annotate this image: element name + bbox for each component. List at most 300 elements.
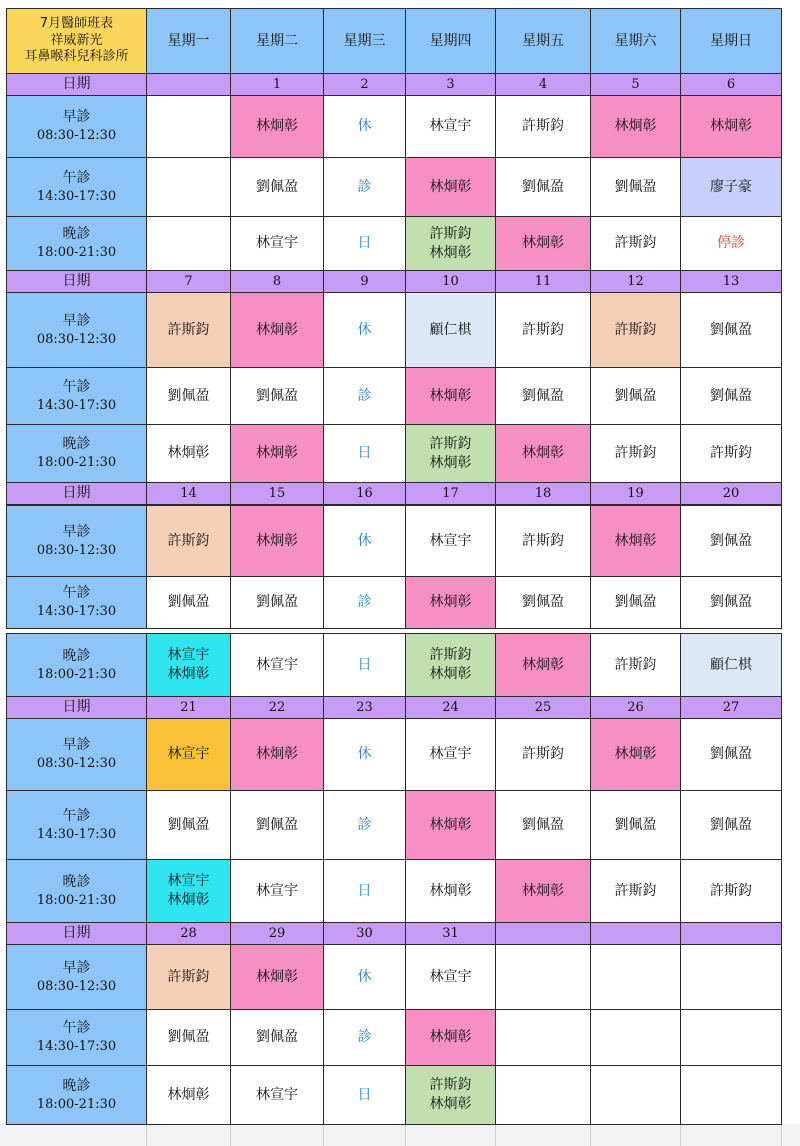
date-cell [323, 696, 406, 719]
date-number: 9 [360, 273, 369, 289]
doctor-name: 林炯彰 [256, 746, 298, 763]
doctor-name: 林炯彰 [614, 532, 657, 549]
doctor-name: 許斯鈞 [522, 321, 564, 338]
schedule-cell [323, 367, 406, 425]
session-name: 午診 [62, 1020, 91, 1037]
schedule-cell [590, 859, 681, 923]
session-time: 18:00-21:30 [36, 455, 117, 471]
date-cell [405, 482, 496, 505]
closed-day-label: 診 [357, 594, 372, 611]
schedule-cell [323, 859, 406, 923]
date-cell [323, 73, 406, 96]
date-row-label [6, 73, 147, 96]
session-name: 晚診 [62, 1077, 91, 1094]
schedule-cell [146, 424, 231, 483]
session-label [6, 944, 147, 1010]
date-cell [590, 696, 681, 719]
schedule-cell [590, 576, 681, 629]
schedule-cell [230, 1009, 324, 1066]
schedule-cell [146, 1065, 231, 1125]
date-cell [146, 696, 231, 719]
doctor-name: 劉佩盈 [167, 594, 210, 611]
schedule-cell [146, 216, 231, 271]
spreadsheet-gridline [781, 1125, 782, 1146]
title-line-clinic: 祥威新光 [50, 32, 103, 48]
date-row-label [6, 482, 147, 505]
date-number: 31 [442, 925, 459, 941]
doctor-name: 林宣宇 [429, 118, 472, 135]
schedule-cell [323, 1009, 406, 1066]
doctor-name: 許斯鈞 [614, 235, 657, 252]
doctor-name: 許斯鈞 [614, 656, 657, 673]
schedule-cell [230, 576, 324, 629]
schedule-cell [323, 633, 406, 697]
closed-day-label: 診 [357, 1029, 372, 1046]
schedule-cell [680, 157, 782, 217]
date-number: 24 [442, 699, 459, 715]
date-number: 23 [356, 699, 373, 715]
doctor-name: 劉佩盈 [710, 387, 752, 404]
schedule-cell [590, 95, 681, 158]
doctor-name: 許斯鈞 [522, 118, 564, 135]
date-cell [146, 482, 231, 505]
doctor-name: 林宣宇 [256, 882, 298, 899]
title-line-month: 7月醫師班表 [39, 15, 114, 31]
schedule-cell [495, 367, 591, 425]
doctor-name: 劉佩盈 [522, 387, 564, 404]
date-number: 22 [268, 699, 286, 715]
date-number: 11 [534, 273, 552, 289]
schedule-cell [680, 216, 782, 271]
date-number: 2 [360, 76, 369, 92]
doctor-name: 林宣宇 [256, 235, 298, 252]
weekday-header [230, 8, 324, 74]
date-cell [495, 270, 591, 293]
weekday-label: 星期日 [710, 32, 752, 49]
date-cell [405, 270, 496, 293]
schedule-cell [495, 944, 591, 1010]
schedule-cell [495, 95, 591, 158]
date-cell [495, 73, 591, 96]
schedule-cell [590, 424, 681, 483]
spreadsheet-gridline [405, 1125, 406, 1146]
spreadsheet-gridline [590, 1125, 591, 1146]
date-cell [590, 482, 681, 505]
session-name: 早診 [62, 959, 91, 976]
session-label [6, 95, 147, 158]
schedule-cell [590, 1065, 681, 1125]
closed-day-label: 診 [357, 178, 372, 195]
date-cell [405, 696, 496, 719]
schedule-cell [405, 95, 496, 158]
weekday-header [405, 8, 496, 74]
doctor-name: 林炯彰 [522, 656, 564, 673]
date-cell [495, 482, 591, 505]
weekday-label: 星期二 [256, 32, 298, 49]
date-cell [230, 270, 324, 293]
schedule-cell [590, 505, 681, 577]
date-number: 12 [627, 273, 644, 289]
schedule-cell [323, 505, 406, 577]
schedule-cell [405, 292, 496, 368]
doctor-name: 劉佩盈 [522, 594, 564, 611]
date-cell [230, 922, 324, 945]
schedule-cell [146, 95, 231, 158]
session-time: 14:30-17:30 [36, 188, 117, 204]
schedule-cell [590, 292, 681, 368]
schedule-cell [146, 505, 231, 577]
schedule-cell [230, 367, 324, 425]
doctor-name: 劉佩盈 [614, 178, 657, 195]
date-cell [495, 922, 591, 945]
doctor-name: 許斯鈞 [522, 746, 564, 763]
schedule-cell [146, 944, 231, 1010]
doctor-name: 劉佩盈 [710, 321, 752, 338]
session-label [6, 505, 147, 577]
schedule-cell [405, 367, 496, 425]
date-cell [590, 270, 681, 293]
schedule-cell [230, 718, 324, 791]
weekday-header [495, 8, 591, 74]
schedule-cell [495, 424, 591, 483]
schedule-cell [230, 633, 324, 697]
date-number: 7 [184, 273, 193, 289]
date-number: 30 [356, 925, 373, 941]
date-cell [230, 73, 324, 96]
schedule-cell [590, 944, 681, 1010]
session-name: 晚診 [62, 226, 91, 243]
doctor-name: 劉佩盈 [710, 746, 752, 763]
doctor-name: 許斯鈞 [167, 532, 210, 549]
session-time: 14:30-17:30 [36, 1039, 117, 1055]
schedule-cell [323, 944, 406, 1010]
closed-day-label: 休 [357, 532, 372, 549]
schedule-cell [146, 367, 231, 425]
session-label [6, 424, 147, 483]
weekday-label: 星期四 [429, 32, 472, 49]
doctor-name: 許斯鈞 [167, 968, 210, 985]
doctor-name: 林宣宇 [256, 1086, 298, 1103]
doctor-name: 劉佩盈 [710, 816, 752, 833]
schedule-title [6, 8, 147, 74]
date-cell [405, 73, 496, 96]
doctor-name: 林炯彰 [429, 666, 472, 682]
date-row-label [6, 922, 147, 945]
schedule-cell [590, 790, 681, 860]
doctor-name: 林宣宇 [429, 746, 472, 763]
session-label [6, 157, 147, 217]
schedule-cell [495, 292, 591, 368]
doctor-name: 林炯彰 [167, 666, 210, 682]
schedule-cell [405, 718, 496, 791]
schedule-cell [323, 95, 406, 158]
schedule-cell [323, 1065, 406, 1125]
schedule-cell [323, 790, 406, 860]
doctor-name: 林炯彰 [256, 118, 298, 135]
closed-day-label: 休 [357, 118, 372, 135]
date-label: 日期 [62, 273, 91, 290]
date-number: 28 [180, 925, 197, 941]
session-time: 14:30-17:30 [36, 826, 117, 842]
session-label [6, 292, 147, 368]
session-name: 午診 [62, 169, 91, 186]
schedule-cell [230, 95, 324, 158]
doctor-name: 林炯彰 [522, 235, 564, 252]
session-name: 午診 [62, 585, 91, 602]
schedule-cell [146, 157, 231, 217]
doctor-name: 許斯鈞 [710, 445, 752, 462]
schedule-cell [405, 859, 496, 923]
session-name: 早診 [62, 312, 91, 329]
doctor-name: 劉佩盈 [522, 816, 564, 833]
schedule-cell [405, 1009, 496, 1066]
schedule-cell [405, 216, 496, 271]
session-name: 晚診 [62, 647, 91, 664]
schedule-cell [495, 1009, 591, 1066]
session-name: 午診 [62, 378, 91, 395]
spreadsheet-gridline [323, 1125, 324, 1146]
doctor-name: 劉佩盈 [710, 532, 752, 549]
schedule-cell [680, 292, 782, 368]
schedule-cell [680, 633, 782, 697]
session-label [6, 633, 147, 697]
doctor-name: 劉佩盈 [256, 178, 298, 195]
date-cell [680, 482, 782, 505]
date-cell [230, 696, 324, 719]
doctor-name: 許斯鈞 [522, 532, 564, 549]
schedule-cell [405, 633, 496, 697]
doctor-name: 顧仁棋 [429, 321, 472, 338]
schedule-cell [495, 718, 591, 791]
doctor-name: 許斯鈞 [429, 1077, 472, 1094]
schedule-cell [146, 790, 231, 860]
schedule-cell [495, 157, 591, 217]
schedule-cell [495, 505, 591, 577]
schedule-cell [680, 424, 782, 483]
schedule-cell [405, 157, 496, 217]
schedule-cell [146, 576, 231, 629]
date-cell [146, 270, 231, 293]
date-number: 4 [538, 76, 548, 92]
doctor-name: 劉佩盈 [522, 178, 564, 195]
schedule-cell [590, 216, 681, 271]
schedule-cell [230, 944, 324, 1010]
schedule-cell [590, 367, 681, 425]
doctor-name: 劉佩盈 [167, 816, 210, 833]
schedule-cell [680, 944, 782, 1010]
weekday-header [323, 8, 406, 74]
session-time: 08:30-12:30 [36, 128, 117, 144]
session-time: 08:30-12:30 [36, 542, 117, 558]
doctor-name: 林炯彰 [256, 321, 298, 338]
closed-day-label: 日 [357, 235, 372, 252]
doctor-name: 許斯鈞 [614, 321, 657, 338]
session-time: 18:00-21:30 [36, 666, 117, 682]
date-number: 18 [534, 485, 552, 501]
doctor-name: 劉佩盈 [614, 387, 657, 404]
date-cell [323, 482, 406, 505]
session-label [6, 1009, 147, 1066]
schedule-cell [680, 1009, 782, 1066]
session-time: 08:30-12:30 [36, 756, 117, 772]
doctor-name: 劉佩盈 [710, 594, 752, 611]
date-cell [323, 270, 406, 293]
date-cell [680, 922, 782, 945]
date-number: 15 [268, 485, 286, 501]
doctor-name: 林宣宇 [256, 656, 298, 673]
doctor-name: 劉佩盈 [614, 594, 657, 611]
weekday-label: 星期五 [522, 32, 564, 49]
session-time: 08:30-12:30 [36, 331, 117, 347]
session-name: 午診 [62, 807, 91, 824]
schedule-cell [405, 944, 496, 1010]
spreadsheet-gridline [230, 1125, 231, 1146]
session-label [6, 367, 147, 425]
weekday-label: 星期一 [167, 32, 210, 49]
date-cell [680, 73, 782, 96]
doctor-name: 林炯彰 [522, 882, 564, 899]
date-label: 日期 [62, 925, 91, 942]
weekday-label: 星期三 [343, 32, 386, 49]
session-name: 早診 [62, 523, 91, 540]
closed-day-label: 休 [357, 321, 372, 338]
doctor-name: 林宣宇 [167, 873, 210, 890]
date-cell [590, 922, 681, 945]
doctor-name: 劉佩盈 [256, 594, 298, 611]
schedule-cell [405, 1065, 496, 1125]
doctor-name: 林炯彰 [429, 1029, 472, 1046]
date-number: 3 [446, 76, 455, 92]
date-number: 20 [722, 485, 740, 501]
doctor-name: 廖子豪 [710, 178, 752, 195]
doctor-name: 劉佩盈 [167, 387, 210, 404]
schedule-cell [323, 157, 406, 217]
schedule-cell [495, 790, 591, 860]
session-label [6, 216, 147, 271]
weekday-header [146, 8, 231, 74]
schedule-cell [680, 95, 782, 158]
doctor-name: 林炯彰 [429, 178, 472, 195]
schedule-cell [590, 633, 681, 697]
doctor-name: 林宣宇 [167, 746, 210, 763]
date-label: 日期 [62, 699, 91, 716]
session-time: 14:30-17:30 [36, 604, 117, 620]
schedule-cell [680, 576, 782, 629]
schedule-cell [405, 790, 496, 860]
session-time: 14:30-17:30 [36, 397, 117, 413]
date-cell [590, 73, 681, 96]
session-label [6, 790, 147, 860]
schedule-cell [495, 216, 591, 271]
date-number: 16 [356, 485, 373, 501]
schedule-cell [680, 367, 782, 425]
date-number: 14 [180, 485, 197, 501]
doctor-name: 林宣宇 [429, 532, 472, 549]
date-number: 27 [722, 699, 740, 715]
doctor-name: 林炯彰 [429, 816, 472, 833]
date-label: 日期 [62, 485, 91, 502]
doctor-name: 林炯彰 [429, 594, 472, 611]
date-cell [146, 922, 231, 945]
schedule-cell [680, 718, 782, 791]
session-time: 18:00-21:30 [36, 1096, 117, 1112]
session-label [6, 1065, 147, 1125]
session-label [6, 718, 147, 791]
date-cell [146, 73, 231, 96]
doctor-name: 顧仁棋 [710, 656, 752, 673]
schedule-cell [495, 633, 591, 697]
doctor-name: 劉佩盈 [167, 1029, 210, 1046]
doctor-name: 林炯彰 [522, 445, 564, 462]
date-number: 17 [442, 485, 459, 501]
date-number: 1 [272, 76, 282, 92]
schedule-cell [323, 424, 406, 483]
doctor-name: 許斯鈞 [614, 882, 657, 899]
date-cell [495, 696, 591, 719]
schedule-cell [230, 505, 324, 577]
weekday-header [590, 8, 681, 74]
schedule-cell [680, 859, 782, 923]
schedule-cell [590, 157, 681, 217]
doctor-name: 劉佩盈 [256, 1029, 298, 1046]
doctor-name: 許斯鈞 [614, 445, 657, 462]
closed-day-label: 日 [357, 445, 372, 462]
schedule-cell [230, 1065, 324, 1125]
schedule-cell [680, 1065, 782, 1125]
doctor-name: 林炯彰 [429, 1096, 472, 1112]
date-number: 19 [627, 485, 644, 501]
session-name: 早診 [62, 109, 91, 126]
spreadsheet-gridline [146, 1125, 147, 1146]
date-number: 26 [627, 699, 644, 715]
date-cell [680, 270, 782, 293]
date-cell [405, 922, 496, 945]
schedule-cell [146, 718, 231, 791]
schedule-cell [680, 505, 782, 577]
date-row-label [6, 270, 147, 293]
schedule-cell [146, 859, 231, 923]
doctor-name: 林炯彰 [167, 1086, 210, 1103]
spreadsheet-gridline [680, 1125, 681, 1146]
session-time: 18:00-21:30 [36, 245, 117, 261]
schedule-cell [323, 216, 406, 271]
schedule-cell [495, 859, 591, 923]
closed-day-label: 日 [357, 882, 372, 899]
date-row-label [6, 696, 147, 719]
schedule-cell [230, 157, 324, 217]
session-label [6, 576, 147, 629]
doctor-name: 許斯鈞 [167, 321, 210, 338]
schedule-cell [230, 859, 324, 923]
doctor-name: 許斯鈞 [429, 647, 472, 664]
schedule-cell [680, 790, 782, 860]
closed-day-label: 日 [357, 1086, 372, 1103]
doctor-name: 林炯彰 [256, 445, 298, 462]
date-number: 29 [268, 925, 286, 941]
weekday-label: 星期六 [614, 32, 657, 49]
weekday-header [680, 8, 782, 74]
schedule-cell [230, 424, 324, 483]
doctor-name: 林炯彰 [429, 454, 472, 471]
clinic-closed-label: 停診 [717, 235, 745, 252]
schedule-cell [405, 424, 496, 483]
schedule-cell [323, 576, 406, 629]
date-cell [230, 482, 324, 505]
doctor-name: 劉佩盈 [256, 387, 298, 404]
schedule-cell [230, 216, 324, 271]
schedule-cell [146, 292, 231, 368]
closed-day-label: 休 [357, 746, 372, 763]
